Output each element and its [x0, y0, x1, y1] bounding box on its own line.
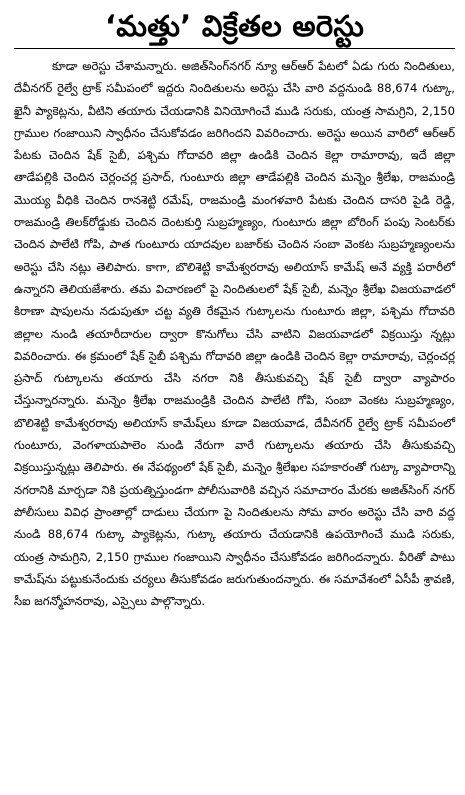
article-body: కూడా అరెస్టు చేశామన్నారు. అజిత్‌సింగ్‌నగర్ న్యూ ఆర్‌ఆర్ పేటలో ఏడు గురు నిందితులు, దేవీనగర్ రైల్వే ట్రాక్ సమీపంలో ఇద్దరు నిందితులను అరెస్టు చేసి వారి వద్దనుండి 88,674 గుట్కా, ఖైనీ ప్యాకెట్లను, వీటిని తయారు చేయడానికి వినియోగించే ముడి సరుకు, యంత్ర సామగ్రిని, 2,150 గ్రాముల గంజాయిని స్వాధీనం చేసుకోవడం జరిగిందని వివరించారు. అరెస్టు అయిన వారిలో ఆర్‌ఆర్ పేటకు చెందిన షేక్ సైబీ, పశ్చిమ గోదావరి జిల్లా ఉండికి చెందిన కెల్లా రామారావు, ఇదే జిల్లా తాడేపల్లికి చెందిన చెర్లంచర్ల ప్రసాద్, గుంటూరు జిల్లా తాడేపల్లికి చెందిన మన్నెం శ్రీలేఖ, రాజమండ్రి మొయ్య వీధికి చెందిన రానశెట్టి రమేష్, రాజమండ్రి మంగళవారి పేటకు చెందిన దాసరి పైడి రెడ్డి, రాజమండ్రి తిలక్‌రోడ్డుకు చెందిన దెంటకుర్తి సుబ్రహ్మణ్యం, గుంటూరు జిల్లా బోరింగ్ పంపు సెంటర్‌కు చెందిన పాలేటి గోపి, పాత గుంటూరు యాదవుల బజార్‌కు చెందిన సంబా వెంకట సుబ్రహ్మణ్యంలను అరెస్టు చేసి నట్లు తెలిపారు. కాగా, బొలిశెట్టి కామేశ్వరరావు అలియాస్ కామేష్ అనే వ్యక్తి పరారీలో ఉన్నారని తెలియజేశారు. తమ విచారణలో పై నిందితులలో షేక్ సైబీ, మన్నెం శ్రీలేఖ విజయవాడలో కిరాణా షాపులను నడుపుతూ చట్ట వ్యతి రేకమైన గుట్కాలను గుంటూరు జిల్లా, పశ్చిమ గోదావరి జిల్లాల నుండి తయారీదారుల ద్వారా కొనుగోలు చేసి వాటిని విజయవాడలో విక్రయిస్తు న్నట్లు వివరించారు. ఈ క్రమంలో షేక్ సైబీ పశ్చిమ గోదావరి జిల్లా ఉండికి చెందిన కెల్లా రామారావు, చెర్లంచర్ల ప్రసాద్ గుట్కాలను తయారు చేసి నగరా నికి తీసుకువచ్చి షేక్ సైబీ ద్వారా వ్యాపారం చేస్తున్నారన్నారు. మన్నెం శ్రీలేఖ రాజమండ్రికి చెందిన పాలేటి గోపి, సంబా వెంకట సుబ్రహ్మణ్యం, బొలిశెట్టి కామేశ్వరరావు అలియాస్ కామేష్‌లు కూడా విజయవాడ, దేవీనగర్ రైల్వే ట్రాక్ సమీపంలో గుంటూరు, వెంగళాయపాలెం నుండి నేరుగా వారే గుట్కాలను తయారు చేసి తీసుకువచ్చి విక్రయిస్తున్నట్లు తెలిపారు. ఈ నేపథ్యంలో షేక్ సైబీ, మన్నెం శ్రీలేఖల సహకారంతో గుట్కా వ్యాపారాన్ని నగరానికి మార్చడా నికి ప్రయత్నిస్తుండగా పోలీసువారికి వచ్చిన సమాచారం మేరకు అజిత్‌సింగ్ నగర్ పోలీసులు వివిధ ప్రాంతాల్లో దాడులు చేయగా పై నిందితులను సోమ వారం అరెస్టు చేసి వారి వద్ద నుండి 88,674 గుట్కా ప్యాకెట్లను, గుట్కా తయారు చేయడానికి ఉపయోగించే ముడి సరుకు, యంత్ర సామగ్రిని, 2,150 గ్రాముల గంజాయిని స్వాధీనం చేసుకోవడం జరిగిందన్నారు. వీరితో పాటు కామేష్‌ను పట్టుకునేందుకు చర్యలు తీసుకోవడం జరుగుతుందన్నారు. ఈ సమావేశంలో ఏసీపీ శ్రావణి, సీఐ జగన్మోహనరావు, ఎస్సైలు పాల్గొన్నారు. [14, 59, 455, 609]
headline-divider [14, 48, 455, 49]
headline: ‘మత్తు’ విక్రేతల అరెస్టు [104, 9, 365, 43]
